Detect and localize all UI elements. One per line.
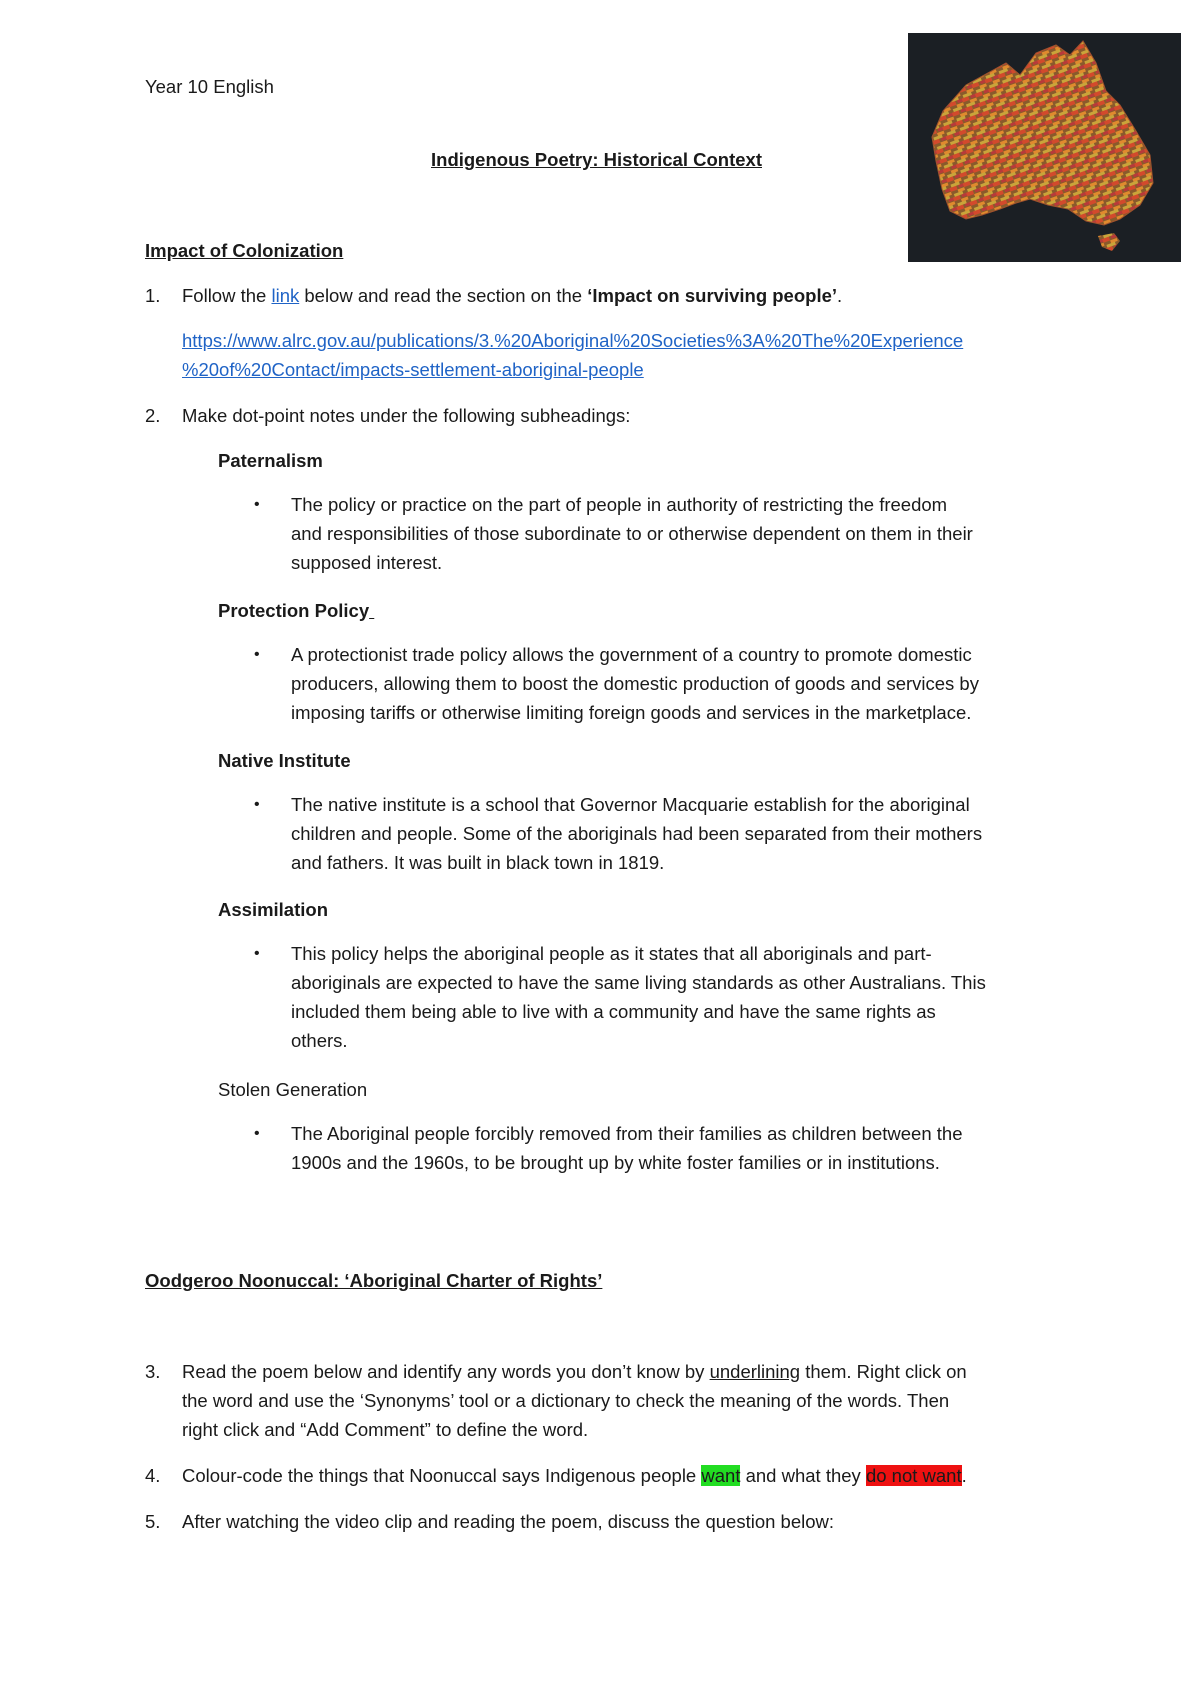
q1-text: Follow the xyxy=(182,285,272,306)
q1-text-mid: below and read the section on the xyxy=(299,285,588,306)
question-number: 4. xyxy=(145,1465,161,1486)
bullet-icon: • xyxy=(254,646,260,663)
subheading-protection-policy: Protection Policy xyxy=(218,600,370,621)
note-line: supposed interest. xyxy=(291,552,443,573)
bullet-icon: • xyxy=(254,945,260,962)
q1-text-end: . xyxy=(837,285,843,306)
link-text[interactable]: link xyxy=(271,285,300,306)
note-line: and responsibilities of those subordinate to or otherwise dependent on them in their xyxy=(291,523,973,544)
bullet-icon: • xyxy=(254,1125,260,1142)
australia-map-icon xyxy=(908,33,1181,262)
subheading-paternalism: Paternalism xyxy=(218,450,323,471)
q1-bold-text: ‘Impact on surviving people’ xyxy=(587,285,838,306)
question-4: Colour-code the things that Noonuccal says Indigenous people want and what they do not want. xyxy=(182,1465,967,1486)
note-line: imposing tariffs or otherwise limiting foreign goods and services in the marketplace. xyxy=(291,702,972,723)
note-line: others. xyxy=(291,1030,348,1051)
note-line: The policy or practice on the part of people in authority of restricting the freedom xyxy=(291,494,948,515)
note-line: included them being able to live with a community and have the same rights as xyxy=(291,1001,936,1022)
question-3-line-3: right click and “Add Comment” to define the word. xyxy=(182,1419,589,1440)
bullet-icon: • xyxy=(254,496,260,513)
question-3-line-1: Read the poem below and identify any words you don’t know by underlining them. Right click on xyxy=(182,1361,967,1382)
note-line: and fathers. It was built in black town in 1819. xyxy=(291,852,665,873)
note-line: producers, allowing them to boost the domestic production of goods and services by xyxy=(291,673,979,694)
note-line: This policy helps the aboriginal people as it states that all aboriginals and part- xyxy=(291,943,932,964)
question-number: 5. xyxy=(145,1511,161,1532)
course-label: Year 10 English xyxy=(145,76,274,97)
highlight-do-not-want: do not want xyxy=(865,1465,962,1486)
note-line: The native institute is a school that Governor Macquarie establish for the aboriginal xyxy=(291,794,970,815)
note-line: The Aboriginal people forcibly removed from their families as children between the xyxy=(291,1123,963,1144)
url-link-line-2[interactable]: %20of%20Contact/impacts-settlement-aboriginal-people xyxy=(182,359,644,380)
question-3-line-2: the word and use the ‘Synonyms’ tool or a dictionary to check the meaning of the words. Then xyxy=(182,1390,950,1411)
note-line: aboriginals are expected to have the same living standards as other Australians. This xyxy=(291,972,986,993)
question-2: Make dot-point notes under the following subheadings: xyxy=(182,405,631,426)
url-link-line-1[interactable]: https://www.alrc.gov.au/publications/3.%20Aboriginal%20Societies%3A%20The%20Experience xyxy=(182,330,964,351)
subheading-stolen-generation: Stolen Generation xyxy=(218,1079,368,1100)
question-number: 1. xyxy=(145,285,161,306)
note-line: 1900s and the 1960s, to be brought up by white foster families or in institutions. xyxy=(291,1152,940,1173)
subheading-native-institute: Native Institute xyxy=(218,750,351,771)
section-heading-colonization: Impact of Colonization xyxy=(145,240,344,261)
question-1 xyxy=(182,285,842,307)
note-line: A protectionist trade policy allows the government of a country to promote domestic xyxy=(291,644,972,665)
underlined-word: underlining xyxy=(709,1361,801,1382)
bullet-icon: • xyxy=(254,796,260,813)
section-heading-charter-of-rights: Oodgeroo Noonuccal: ‘Aboriginal Charter of Rights’ xyxy=(145,1270,603,1291)
subheading-assimilation: Assimilation xyxy=(218,899,328,920)
question-number: 2. xyxy=(145,405,161,426)
question-number: 3. xyxy=(145,1361,161,1382)
page-title: Indigenous Poetry: Historical Context xyxy=(431,149,762,170)
australia-word-map-image xyxy=(908,33,1181,262)
question-5: After watching the video clip and reading the poem, discuss the question below: xyxy=(182,1511,835,1532)
note-line: children and people. Some of the aboriginals had been separated from their mothers xyxy=(291,823,983,844)
highlight-want: want xyxy=(701,1465,741,1486)
